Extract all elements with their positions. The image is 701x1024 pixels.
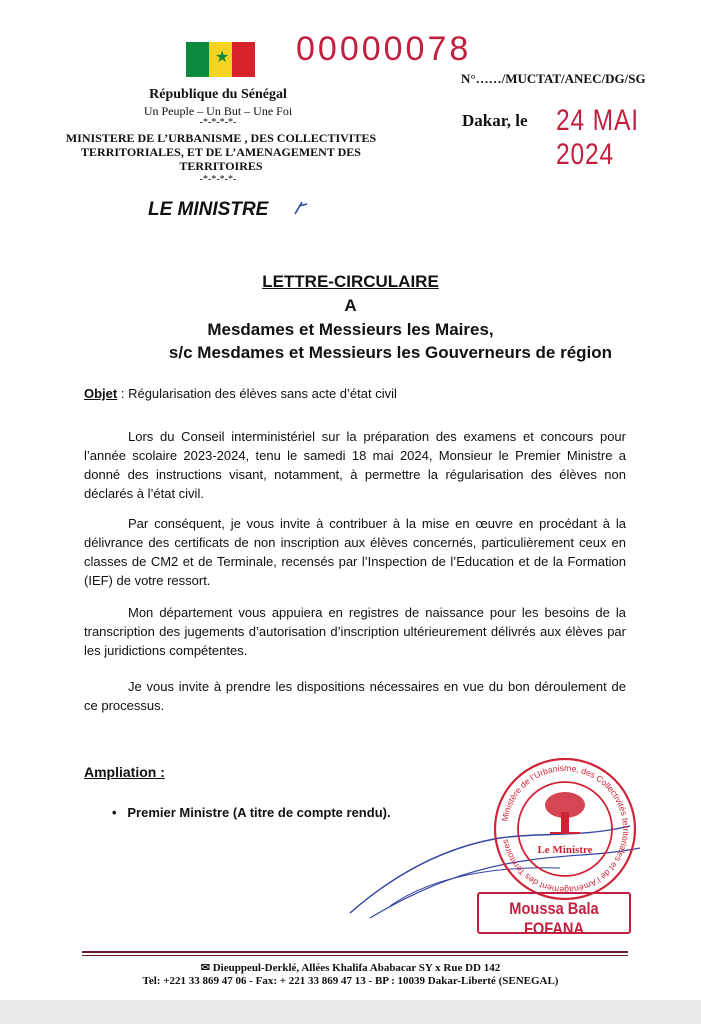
subject-line <box>84 386 397 401</box>
baobab-tree-icon <box>545 792 585 833</box>
date-prefix: Dakar, le <box>462 111 528 130</box>
body-paragraph: Par conséquent, je vous invite à contribuer à la mise en œuvre en procédant à la délivrance des certificats de non inscription aux élèves concernés, particulièrement ceux en classes de CM2 et de Terminale, recensés par l’Inspection de l’Education et de la Formation (IEF) de votre ressort. <box>84 516 626 588</box>
signatory-name: Moussa Bala FOFANA <box>509 899 599 938</box>
ministry-name: MINISTERE DE L’URBANISME , DES COLLECTIVITES TERRITORIALES, ET DE L’AMENAGEMENT DES TERRITOIRES <box>65 131 377 173</box>
flag-star-icon: ★ <box>215 49 230 66</box>
letter-type-title: LETTRE-CIRCULAIRE <box>262 272 439 291</box>
addressee-line-1: Mesdames et Messieurs les Maires, <box>207 320 494 339</box>
footer-address: ✉ Dieuppeul-Derklé, Allées Khalifa Ababacar SY x Rue DD 142 <box>200 962 501 974</box>
seal-center-text: Le Ministre <box>537 844 593 856</box>
serial-number-stamp: 00000078 <box>296 30 472 68</box>
flag-green-band <box>186 42 209 77</box>
separator-stars: -*-*-*-*- <box>199 117 237 128</box>
signatory-title: LE MINISTRE <box>148 199 269 220</box>
reference-number: N°……/MUCTAT/ANEC/DG/SG <box>461 71 646 86</box>
body-paragraph: Lors du Conseil interministériel sur la préparation des examens et concours pour l’année scolaire 2023-2024, tenu le samedi 18 mai 2024, Monsieur le Premier Ministre a donné des instructions visant, notamment, à permettre la régularisation des élèves non déclarés à l’état civil. <box>84 429 626 501</box>
initial-scribble-icon <box>292 198 310 218</box>
footer-rule <box>82 955 628 956</box>
page-bottom-band <box>0 1000 701 1024</box>
republic-name: République du Sénégal <box>149 87 287 102</box>
subject-text: : Régularisation des élèves sans acte d’état civil <box>117 386 397 401</box>
official-seal <box>490 757 640 902</box>
addressee-line-2: s/c Mesdames et Messieurs les Gouverneurs de région <box>168 343 613 362</box>
national-motto: Un Peuple – Un But – Une Foi <box>143 104 293 118</box>
footer-contacts: Tel: +221 33 869 47 06 - Fax: + 221 33 869 47 13 - BP : 10039 Dakar-Liberté (SENEGAL) <box>142 975 559 987</box>
date-stamp: 24 MAI 2024 <box>556 104 639 171</box>
footer-rule <box>82 951 628 953</box>
body-paragraph: Je vous invite à prendre les dispositions nécessaires en vue du bon déroulement de ce processus. <box>84 679 626 713</box>
body-paragraph: Mon département vous appuiera en registres de naissance pour les besoins de la transcription des jugements d’autorisation d’inscription ultérieurement délivrés aux élèves par les juridictions compétentes. <box>84 605 626 658</box>
subject-label: Objet <box>84 386 118 401</box>
flag-red-band <box>232 42 255 77</box>
seal-ring-text: Ministère de l’Urbanisme, des Collectivités territoriales et de l’Aménagement des Territoires <box>499 762 632 896</box>
ampliation-label: Ampliation : <box>84 764 165 780</box>
addressee-prefix: A <box>344 296 357 315</box>
ampliation-item-text: Premier Ministre (A titre de compte rendu). <box>127 805 391 820</box>
separator-stars: -*-*-*-*- <box>199 174 237 185</box>
senegal-flag-icon <box>186 42 255 77</box>
bullet-icon: • <box>112 805 128 820</box>
